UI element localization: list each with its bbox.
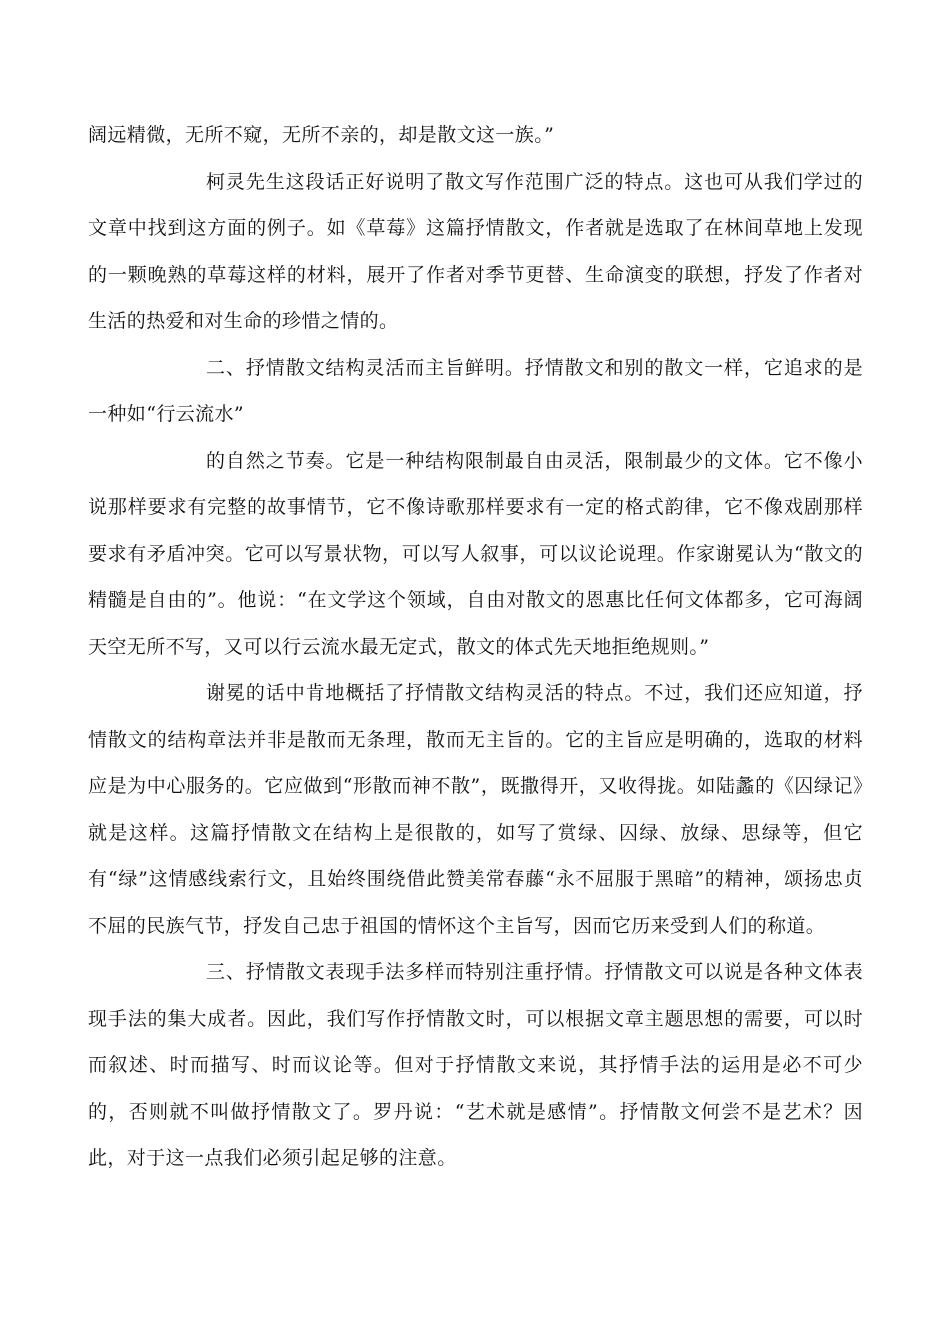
paragraph-structure: 的自然之节奏。它是一种结构限制最自由灵活，限制最少的文体。它不像小说那样要求有完整的故事情节，它不像诗歌那样要求有一定的格式韵律，它不像戏剧那样要求有矛盾冲突。它可以写景状物，可以写人叙事，可以议论说理。作家谢冕认为“散文的精髓是自由的”。他说：“在文学这个领域，自由对散文的恩惠比任何文体都多，它可海阔天空无所不写，又可以行云流水最无定式，散文的体式先天地拒绝规则。” xyxy=(88,449,863,658)
paragraph-section-three: 三、抒情散文表现手法多样而特别注重抒情。抒情散文可以说是各种文体表现手法的集大成者。因此，我们写作抒情散文时，可以根据文章主题思想的需要，可以时而叙述、时而描写、时而议论等。但对于抒情散文来说，其抒情手法的运用是必不可少的，否则就不叫做抒情散文了。罗丹说：“艺术就是感情”。抒情散文何尝不是艺术？因此，对于这一点我们必须引起足够的注意。 xyxy=(88,961,863,1169)
paragraph-kelin: 柯灵先生这段话正好说明了散文写作范围广泛的特点。这也可从我们学过的文章中找到这方面的例子。如《草莓》这篇抒情散文，作者就是选取了在林间草地上发现的一颗晚熟的草莓这样的材料，展开了作者对季节更替、生命演变的联想，抒发了作者对生活的热爱和对生命的珍惜之情的。 xyxy=(88,170,863,332)
paragraph-section-two: 二、抒情散文结构灵活而主旨鲜明。抒情散文和别的散文一样，它追求的是一种如“行云流水” xyxy=(88,356,863,425)
paragraph-xiemian: 谢冕的话中肯地概括了抒情散文结构灵活的特点。不过，我们还应知道，抒情散文的结构章法并非是散而无条理，散而无主旨的。它的主旨应是明确的，选取的材料应是为中心服务的。它应做到“形散而神不散”，既撒得开，又收得拢。如陆蠡的《囚绿记》就是这样。这篇抒情散文在结构上是很散的，如写了赏绿、囚绿、放绿、思绿等，但它有“绿”这情感线索行文，且始终围绕借此赞美常春藤“永不屈服于黑暗”的精神，颂扬忠贞不屈的民族气节，抒发自己忠于祖国的情怀这个主旨写，因而它历来受到人们的称道。 xyxy=(88,682,863,937)
paragraph-continuation: 阔远精微，无所不窥，无所不亲的，却是散文这一族。” xyxy=(88,124,555,146)
body-text xyxy=(88,112,863,1182)
